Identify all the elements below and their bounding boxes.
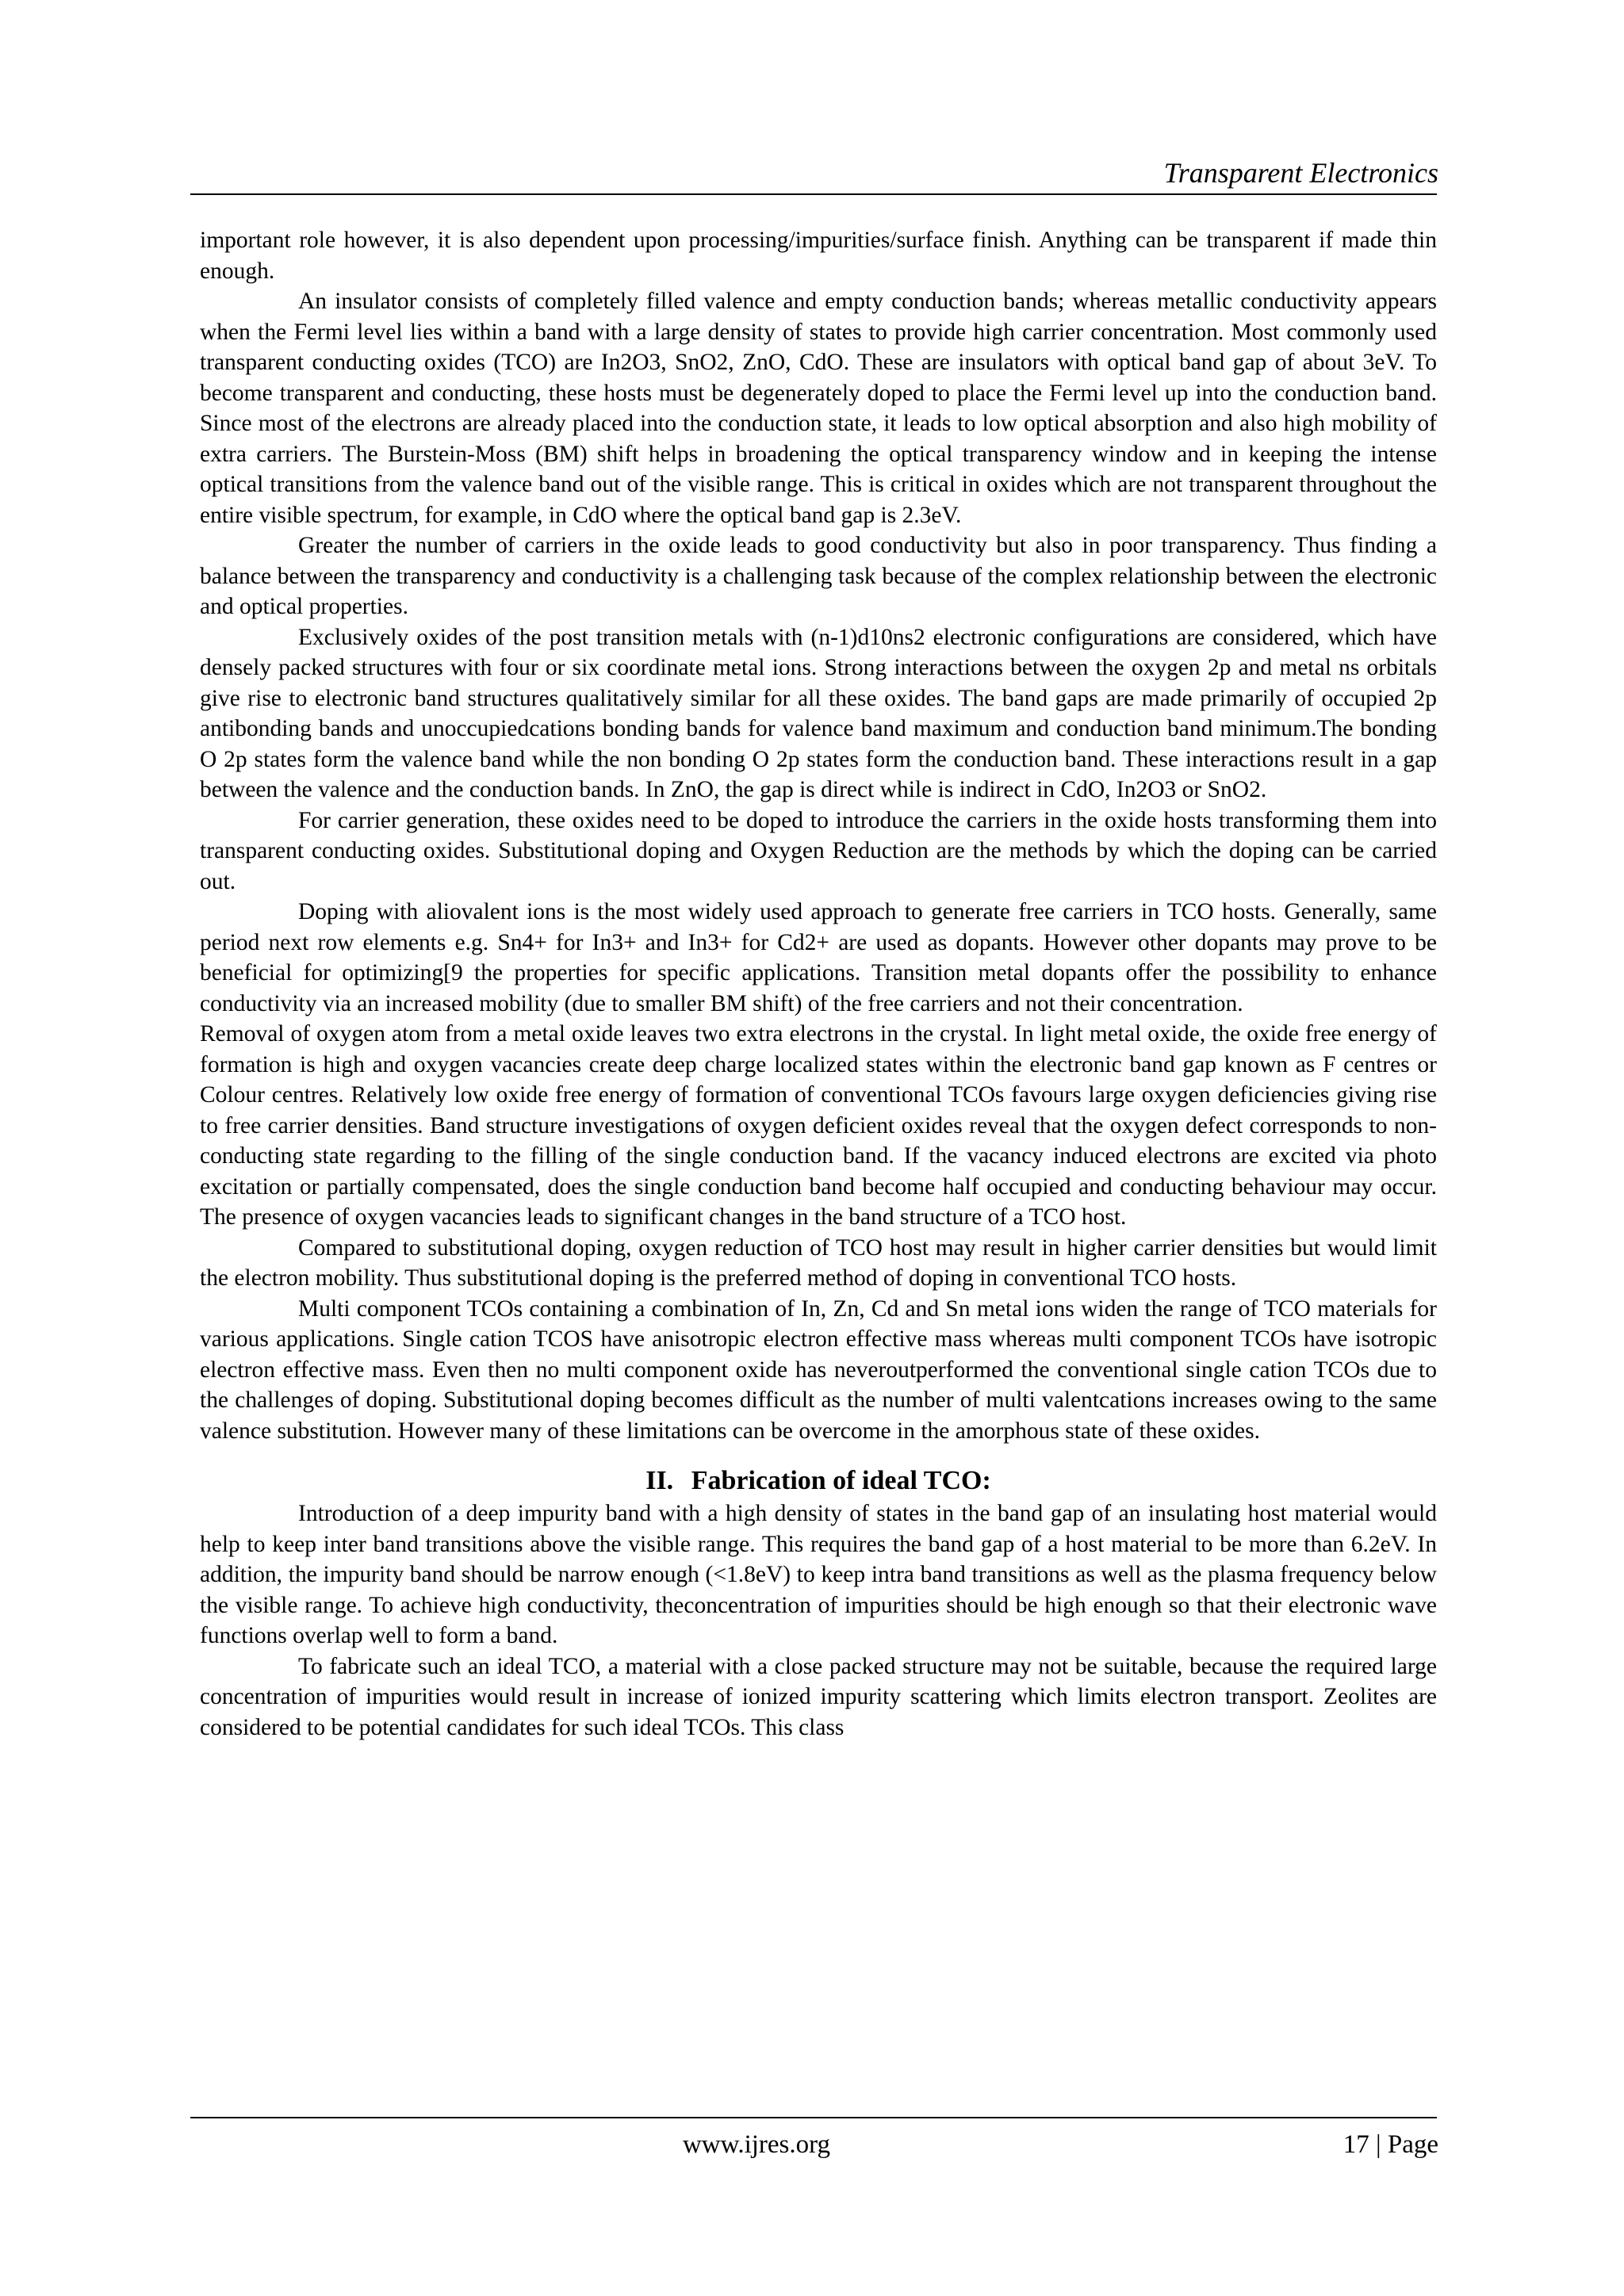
section-title: Fabrication of ideal TCO: [691, 1466, 991, 1495]
paragraph: important role however, it is also dependent upon processing/impurities/surface finish. Anything can be transparent if made thin enough. [200, 228, 1437, 284]
paragraph: Exclusively oxides of the post transition metals with (n-1)d10ns2 electronic configurations are considered, which have densely packed structures with four or six coordinate metal ions. Strong interactions between the oxygen 2p and metal ns orbitals give rise to electronic band structures qualitatively similar for all these oxides. The band gaps are made primarily of occupied 2p antibonding bands and unoccupiedcations bonding bands for valence band maximum and conduction band minimum.The bonding O 2p states form the valence band while the non bonding O 2p states form the conduction band. These interactions result in a gap between the valence and the conduction bands. In ZnO, the gap is direct while is indirect in CdO, In2O3 or SnO2. [200, 624, 1437, 802]
paragraph: For carrier generation, these oxides need to be doped to introduce the carriers in the oxide hosts transforming them into transparent conducting oxides. Substitutional doping and Oxygen Reduction are the methods by which the doping can be carried out. [200, 807, 1437, 894]
footer-website: www.ijres.org [682, 2130, 831, 2159]
paragraph: An insulator consists of completely filled valence and empty conduction bands; whereas metallic conductivity appears when the Fermi level lies within a band with a large density of states to provide high carrier concentration. Most commonly used transparent conducting oxides (TCO) are In2O3, SnO2, ZnO, CdO. These are insulators with optical band gap of about 3eV. To become transparent and conducting, these hosts must be degenerately doped to place the Fermi level up into the conduction band. Since most of the electrons are already placed into the conduction state, it leads to low optical absorption and also high mobility of extra carriers. The Burstein-Moss (BM) shift helps in broadening the optical transparency window and in keeping the intense optical transitions from the valence band out of the visible range. This is critical in oxides which are not transparent throughout the entire visible spectrum, for example, in CdO where the optical band gap is 2.3eV. [200, 289, 1437, 528]
paragraph: Greater the number of carriers in the oxide leads to good conductivity but also in poor transparency. Thus finding a balance between the transparency and conductivity is a challenging task because of the complex relationship between the electronic and optical properties. [200, 533, 1437, 619]
running-header-title: Transparent Electronics [1163, 157, 1438, 189]
paragraphs-after-section [200, 1498, 1437, 1743]
section-number: II. [645, 1466, 674, 1495]
article-body [200, 225, 1437, 1743]
paragraph: Removal of oxygen atom from a metal oxide leaves two extra electrons in the crystal. In light metal oxide, the oxide free energy of formation is high and oxygen vacancies create deep charge localized states within the electronic band gap known as F centres or Colour centres. Relatively low oxide free energy of formation of conventional TCOs favours large oxygen deficiencies giving rise to free carrier densities. Band structure investigations of oxygen deficient oxides reveal that the oxygen defect corresponds to non-conducting state regarding to the filling of the single conduction band. If the vacancy induced electrons are excited via photo excitation or partially compensated, does the single conduction band become half occupied and conducting behaviour may occur. The presence of oxygen vacancies leads to significant changes in the band structure of a TCO host. [200, 1021, 1437, 1230]
section-heading [200, 1465, 1437, 1497]
paragraphs-before-section [200, 225, 1437, 1446]
footer-page-number: 17 | Page [1342, 2130, 1438, 2159]
paragraph: To fabricate such an ideal TCO, a material with a close packed structure may not be suitable, because the required large concentration of impurities would result in increase of ionized impurity scattering which limits electron transport. Zeolites are considered to be potential candidates for such ideal TCOs. This class [200, 1653, 1437, 1740]
footer-rule [190, 2117, 1437, 2118]
paragraph: Introduction of a deep impurity band with a high density of states in the band gap of an insulating host material would help to keep inter band transitions above the visible range. This requires the band gap of a host material to be more than 6.2eV. In addition, the impurity band should be narrow enough (<1.8eV) to keep intra band transitions as well as the plasma frequency below the visible range. To achieve high conductivity, theconcentration of impurities should be high enough so that their electronic wave functions overlap well to form a band. [200, 1501, 1437, 1648]
paragraph: Multi component TCOs containing a combination of In, Zn, Cd and Sn metal ions widen the range of TCO materials for various applications. Single cation TCOS have anisotropic electron effective mass whereas multi component TCOs have isotropic electron effective mass. Even then no multi component oxide has neveroutperformed the conventional single cation TCOs due to the challenges of doping. Substitutional doping becomes difficult as the number of multi valentcations increases owing to the same valence substitution. However many of these limitations can be overcome in the amorphous state of these oxides. [200, 1295, 1437, 1444]
header-rule [190, 193, 1437, 195]
paragraph: Doping with aliovalent ions is the most widely used approach to generate free carriers in TCO hosts. Generally, same period next row elements e.g. Sn4+ for In3+ and In3+ for Cd2+ are used as dopants. However other dopants may prove to be beneficial for optimizing[9 the properties for specific applications. Transition metal dopants offer the possibility to enhance conductivity via an increased mobility (due to smaller BM shift) of the free carriers and not their concentration. [200, 899, 1437, 1016]
paragraph: Compared to substitutional doping, oxygen reduction of TCO host may result in higher carrier densities but would limit the electron mobility. Thus substitutional doping is the preferred method of doping in conventional TCO hosts. [200, 1234, 1437, 1291]
